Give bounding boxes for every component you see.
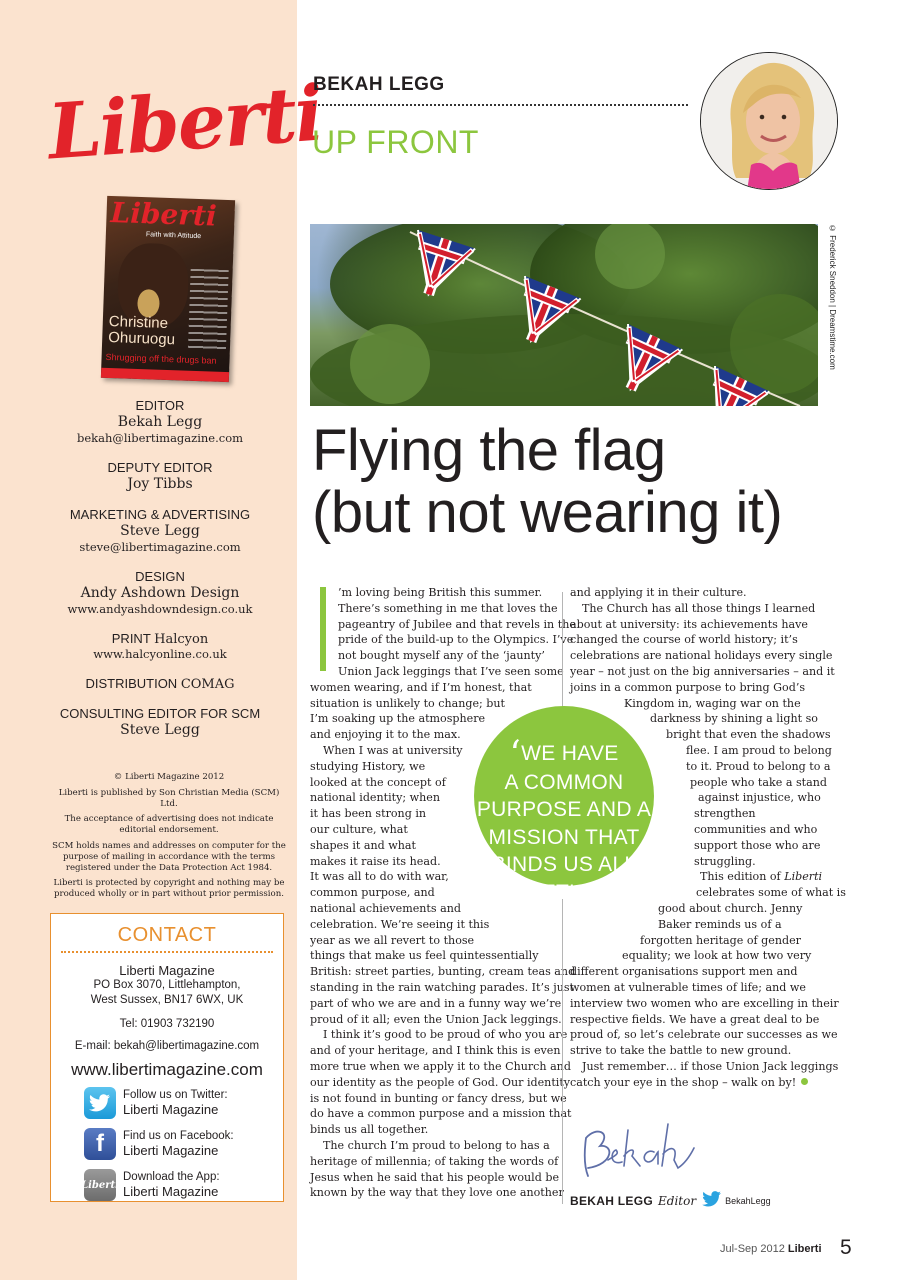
twitter-icon: [84, 1087, 116, 1119]
headline-line1: Flying the flag: [312, 418, 666, 483]
pull-quote-line-4: MISSION THAT: [488, 825, 640, 849]
copyright-line: © Liberti Magazine 2012: [113, 772, 225, 782]
editor-email[interactable]: bekah@libertimagazine.com: [76, 431, 244, 445]
article-line: and applying it in their culture.: [570, 586, 747, 599]
app-name: Liberti Magazine: [123, 1184, 219, 1199]
design-web[interactable]: www.andyashdowndesign.co.uk: [67, 602, 253, 616]
article-headline: [312, 420, 782, 544]
magazine-cover-thumbnail: [101, 196, 235, 382]
consulting-role: CONSULTING EDITOR FOR SCM: [59, 706, 261, 721]
article-line: I’m soaking up the atmosphere: [310, 712, 486, 726]
pull-quote-line-2: A COMMON: [504, 770, 624, 794]
article-line: strengthen: [694, 807, 756, 821]
article-line: national achievements and: [310, 902, 461, 915]
article-line: support those who are: [694, 838, 821, 852]
contact-address-line1: PO Box 3070, Littlehampton,: [93, 979, 241, 991]
article-line: and enjoying it to the max.: [310, 728, 461, 742]
article-line: do have a common purpose and a mission that: [310, 1107, 572, 1121]
facebook-icon: f: [84, 1128, 116, 1160]
twitter-bird-icon: [702, 1191, 722, 1210]
article-line: celebrates some of what is: [696, 886, 846, 900]
byline-name: BEKAH LEGG: [570, 1193, 654, 1208]
article-line: shapes it and what: [310, 838, 416, 852]
page-number: 5: [840, 1236, 852, 1259]
facebook-name: Liberti Magazine: [123, 1143, 219, 1158]
article-line: it has been strong in: [310, 807, 427, 821]
cover-tagline: Faith with Attitude: [145, 231, 202, 241]
twitter-label: Follow us on Twitter:: [123, 1089, 228, 1101]
app-label: Download the App:: [123, 1171, 220, 1183]
pull-quote-line-1: ‘WE HAVE: [509, 734, 619, 775]
contact-address-line2: West Sussex, BN17 6WX, UK: [90, 994, 244, 1006]
staff-credits: [40, 398, 280, 739]
deputy-editor-name: Joy Tibbs: [127, 476, 193, 492]
article-line: different organisations support men and: [570, 965, 798, 979]
marketing-role: MARKETING & ADVERTISING: [69, 507, 251, 522]
article-line: looked at the concept of: [310, 775, 446, 789]
article-line: It was all to do with war,: [310, 870, 449, 884]
deputy-editor-role: DEPUTY EDITOR: [107, 460, 213, 475]
publisher-line: Liberti is published by Son Christian Media (SCM) Ltd.: [58, 787, 280, 809]
article-line: common purpose, and: [310, 886, 435, 900]
facebook-label: Find us on Facebook:: [123, 1130, 234, 1142]
article-line: celebration. We’re seeing it this: [310, 917, 490, 931]
liberti-italic: Liberti: [780, 870, 823, 884]
app-text: [123, 1170, 220, 1200]
author-portrait: [700, 52, 838, 190]
article-line: Union Jack leggings that I’ve seen some: [338, 665, 564, 678]
twitter-name: Liberti Magazine: [123, 1102, 219, 1117]
article-line: interview two women who are excelling in their: [570, 996, 839, 1010]
distribution-role: DISTRIBUTION: [85, 676, 178, 691]
article-line: The church I’m proud to belong to has a: [323, 1139, 550, 1152]
article-line: joins in a common purpose to bring God’s: [570, 680, 806, 694]
pull-quote-open-mark: ‘: [509, 734, 522, 775]
contact-name: Liberti Magazine: [119, 963, 215, 978]
article-line: women at vulnerable times of life; and we: [570, 981, 806, 994]
article-line: celebrations are national holidays every single: [570, 649, 833, 663]
pull-quote-close-mark: ’: [620, 872, 633, 914]
article-line: studying History, we: [310, 759, 426, 773]
editor-role: EDITOR: [135, 398, 185, 413]
print-web[interactable]: www.halcyonline.co.uk: [93, 647, 227, 661]
legal-notice: [50, 772, 288, 905]
editor-signature: [574, 1108, 704, 1182]
article-line: things that make us feel quintessentially: [310, 949, 539, 963]
article-line: standing in the rain watching parades. It’s just: [310, 981, 574, 994]
photo-credit: © Frederick Sneddon | Dreamstime.com: [828, 224, 837, 370]
cover-logo: Liberti: [110, 195, 218, 233]
print-credit: [40, 631, 280, 647]
article-line: heritage of millennia; of taking the words of: [310, 1154, 559, 1168]
article-line: national identity; when: [310, 791, 440, 805]
issue-date: Jul-Sep 2012: [720, 1243, 785, 1255]
article-line: women wearing, and if I’m honest, that: [310, 680, 532, 694]
article-line: is not found in bunting or fancy dress, but we: [310, 1091, 567, 1105]
article-line: pageantry of Jubilee and that revels in the: [338, 617, 576, 631]
article-line: to it. Proud to belong to a: [686, 759, 831, 773]
marketing-name: Steve Legg: [120, 523, 200, 539]
article-line: strive to take the battle to new ground.: [570, 1044, 792, 1058]
article-line: ’m loving being British this summer.: [338, 586, 543, 599]
byline-role: Editor: [658, 1193, 697, 1208]
article-line: flee. I am proud to belong: [686, 744, 832, 757]
contact-website[interactable]: www.libertimagazine.com: [71, 1060, 263, 1079]
social-links: [81, 1086, 283, 1202]
twitter-text: [123, 1088, 228, 1118]
article-line: When I was at university: [323, 744, 463, 757]
cover-coverlines: [188, 269, 229, 350]
twitter-handle[interactable]: BekahLegg: [725, 1195, 771, 1206]
contact-email[interactable]: E-mail: bekah@libertimagazine.com: [74, 1040, 260, 1052]
article-line: catch your eye in the shop – walk on by!: [570, 1075, 808, 1091]
article-line: known by the way that they love one another: [310, 1186, 564, 1200]
design-name: Andy Ashdown Design: [80, 585, 240, 601]
editor-name: Bekah Legg: [117, 414, 203, 430]
article-line: Just remember… if those Union Jack leggings: [582, 1060, 839, 1073]
issue-folio: [720, 1243, 822, 1255]
article-line: year – not just on the big anniversaries – and it: [570, 665, 835, 678]
app-icon: Liberti: [84, 1169, 116, 1201]
article-line: good about church. Jenny: [658, 902, 803, 915]
article-line: makes it raise its head.: [310, 854, 441, 868]
article-line: about at university: its achievements have: [570, 617, 808, 631]
byline: [570, 1191, 771, 1210]
headline-line2: (but not wearing it): [312, 480, 783, 545]
pull-quote: [474, 734, 654, 914]
distribution-name: COMAG: [180, 677, 235, 692]
article-line: equality; we look at how two very: [622, 949, 812, 963]
design-role: DESIGN: [135, 569, 185, 584]
article-line: against injustice, who: [698, 791, 821, 805]
liberti-logo: Liberti: [45, 68, 325, 177]
distribution-credit: [40, 676, 280, 692]
article-line: year as we all revert to those: [310, 933, 475, 947]
article-line: pride of the build-up to the Olympics. I’ve: [338, 633, 574, 647]
article-line: our culture, what: [310, 823, 408, 836]
article-line: bright that even the shadows: [666, 728, 831, 742]
article-line: communities and who: [694, 823, 818, 836]
pull-quote-line-5: BINDS US ALL: [491, 853, 637, 876]
advertising-disclaimer: The acceptance of advertising does not indicate editorial endorsement.: [64, 814, 274, 836]
article-line: proud of, so let’s celebrate our successes as we: [570, 1028, 838, 1042]
masthead-sidebar: [0, 0, 325, 1280]
article-line: There’s something in me that loves the: [338, 601, 558, 615]
contact-box: [50, 913, 284, 1202]
contact-title: CONTACT: [117, 924, 217, 946]
article-line: proud of it all; even the Union Jack leggings.: [310, 1012, 562, 1026]
union-jack-bunting-photo: [310, 224, 818, 406]
data-protection-line: SCM holds names and addresses on computer for the purpose of mailing in accordance with the terms registered under the Data Protection Act 1984.: [52, 840, 286, 873]
section-title: UP FRONT: [312, 124, 479, 160]
print-name: Halcyon: [154, 632, 209, 647]
cover-subtitle: Shrugging off the drugs ban: [105, 351, 217, 366]
article-line: respective fields. We have a great deal to be: [570, 1012, 820, 1026]
facebook-text: [123, 1129, 234, 1159]
article-line: and of your heritage, and I think this is even: [310, 1044, 561, 1058]
article-line: This edition of Liberti: [700, 870, 823, 884]
article-line: British: street parties, bunting, cream teas and: [310, 965, 576, 979]
consulting-name: Steve Legg: [120, 722, 200, 738]
copyright-permission-line: Liberti is protected by copyright and nothing may be produced wholly or in part without prior permission.: [53, 878, 285, 900]
print-role: PRINT: [111, 631, 151, 646]
article-line: Kingdom in, waging war on the: [624, 696, 801, 710]
cover-name-first: Christine: [108, 312, 169, 333]
folio-brand: Liberti: [787, 1243, 822, 1255]
article-line: more true when we apply it to the Church and: [310, 1060, 571, 1073]
article-line: struggling.: [694, 854, 756, 868]
article-line: Baker reminds us of a: [658, 917, 782, 931]
cover-footer-strip: [101, 368, 229, 382]
article-line: our identity as the people of God. Our identity: [310, 1075, 571, 1089]
article-line: changed the course of world history; it’s: [570, 633, 798, 647]
article-line: part of who we are and in a funny way we’re: [310, 996, 562, 1010]
article-line: binds us all together.: [310, 1123, 429, 1137]
article-line: I think it’s good to be proud of who you are: [323, 1028, 568, 1042]
end-mark-icon: [801, 1078, 808, 1085]
drop-cap-i: [320, 587, 326, 671]
pull-quote-line-3: PURPOSE AND A: [476, 798, 652, 821]
article-line: darkness by shining a light so: [650, 712, 818, 726]
article-line: The Church has all those things I learned: [582, 601, 816, 615]
app-link[interactable]: [81, 1168, 283, 1202]
twitter-link[interactable]: [84, 1086, 283, 1120]
facebook-link[interactable]: [84, 1127, 283, 1161]
cover-name: [108, 314, 176, 348]
article-line: Jesus when he said that his people would be: [310, 1170, 560, 1184]
contact-phone: Tel: 01903 732190: [119, 1018, 215, 1030]
pull-quote-line-6: TOGETHER.’: [495, 872, 633, 914]
cover-name-last: Ohuruogu: [107, 328, 176, 349]
marketing-email[interactable]: steve@libertimagazine.com: [79, 540, 241, 554]
author-name-header: BEKAH LEGG: [313, 74, 445, 95]
article-line: situation is unlikely to change; but: [310, 696, 506, 710]
article-line: people who take a stand: [690, 775, 827, 789]
header-divider: [313, 104, 688, 106]
article-line: forgotten heritage of gender: [640, 933, 801, 947]
article-line: not bought myself any of the ‘jaunty’: [338, 649, 545, 663]
contact-divider: [61, 951, 273, 953]
